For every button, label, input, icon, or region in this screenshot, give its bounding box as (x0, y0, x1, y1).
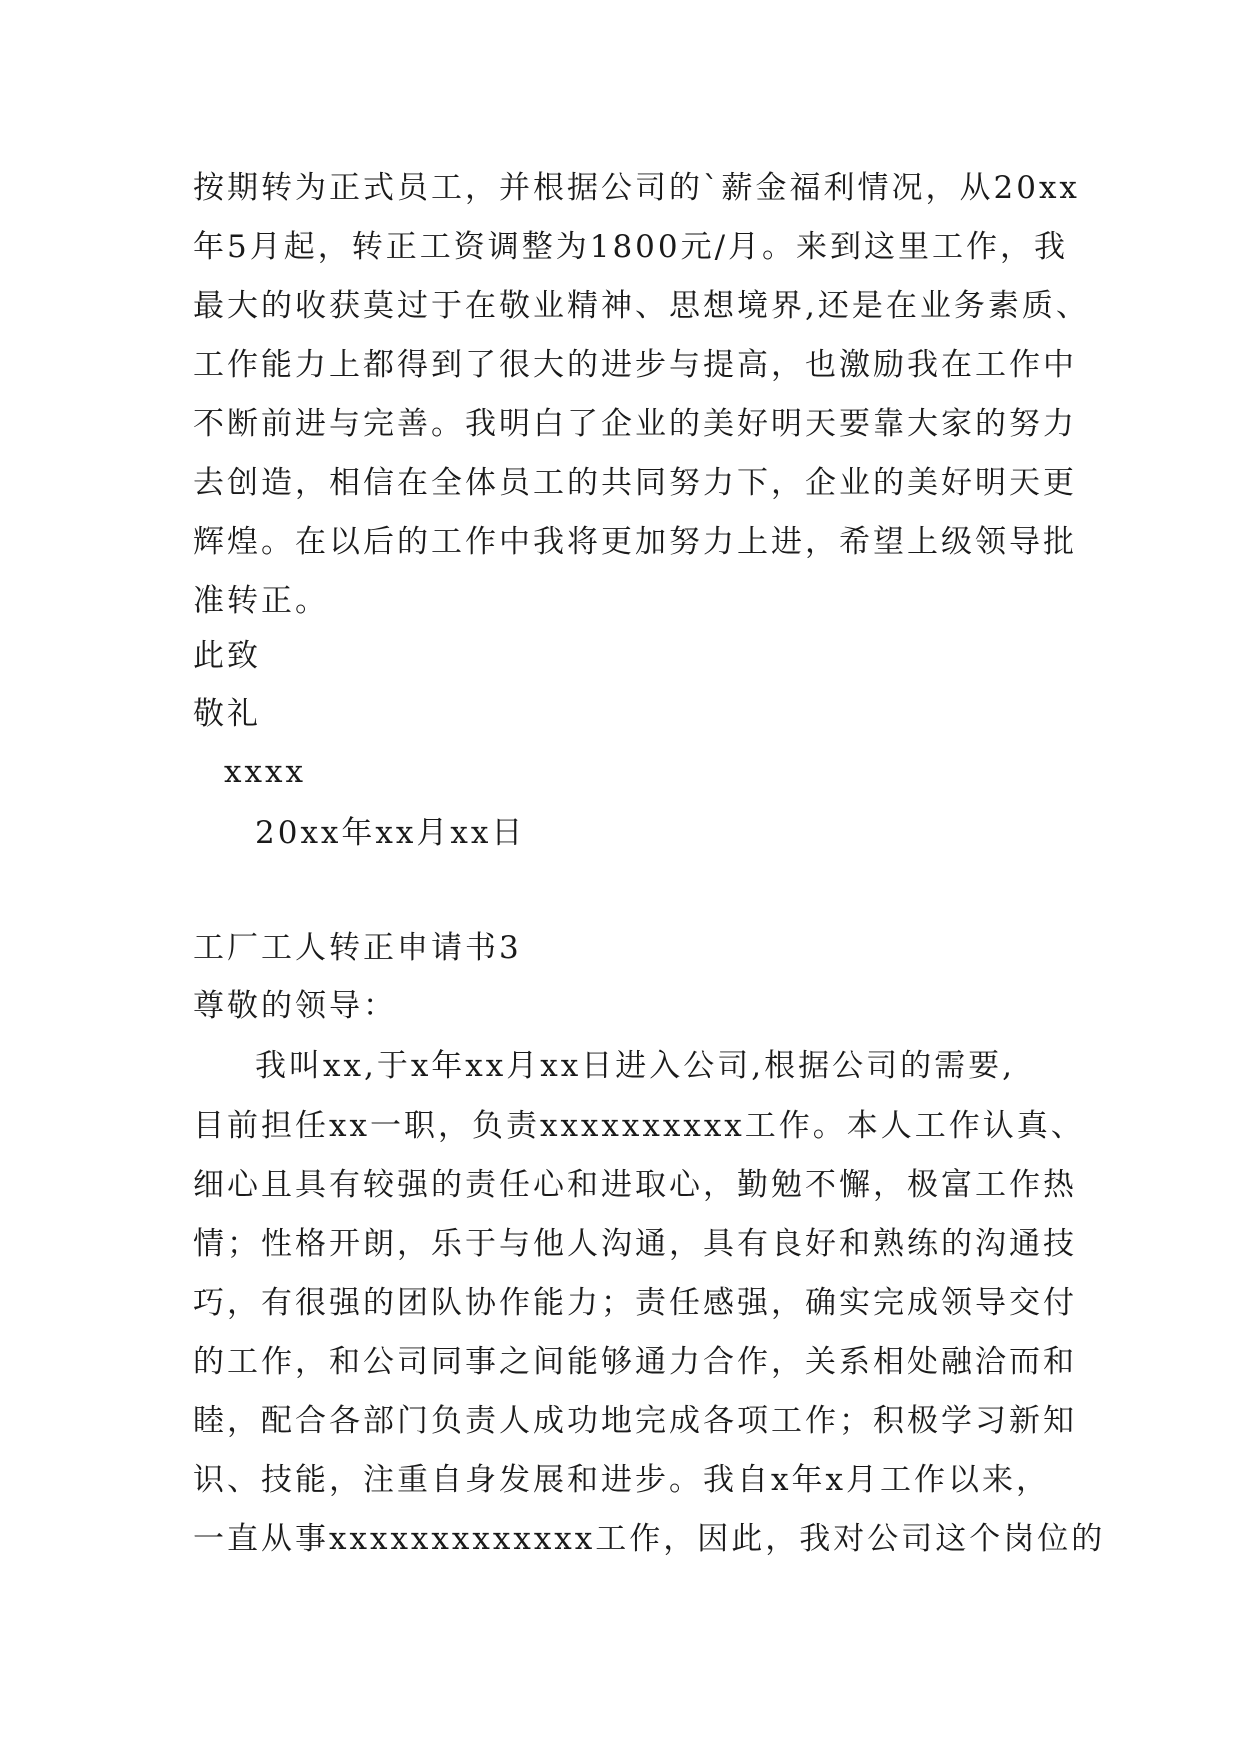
signature-name: xxxx (224, 754, 306, 790)
paragraph-line: 睦，配合各部门负责人成功地完成各项工作；积极学习新知 (193, 1403, 1077, 1439)
paragraph-line: 一直从事xxxxxxxxxxxxx工作，因此，我对公司这个岗位的 (193, 1521, 1106, 1557)
paragraph-line: 情；性格开朗，乐于与他人沟通，具有良好和熟练的沟通技 (193, 1226, 1077, 1262)
paragraph-line: 工作能力上都得到了很大的进步与提高，也激励我在工作中 (193, 347, 1077, 383)
paragraph-line: 识、技能，注重自身发展和进步。我自x年x月工作以来， (193, 1462, 1050, 1498)
paragraph-line: 去创造，相信在全体员工的共同努力下，企业的美好明天更 (193, 465, 1077, 501)
paragraph-line: 的工作，和公司同事之间能够通力合作，关系相处融洽而和 (193, 1344, 1077, 1380)
paragraph-line: 细心且具有较强的责任心和进取心，勤勉不懈，极富工作热 (193, 1167, 1077, 1203)
paragraph-line: 年5月起，转正工资调整为1800元/月。来到这里工作，我 (193, 229, 1069, 265)
paragraph-line: 不断前进与完善。我明白了企业的美好明天要靠大家的努力 (193, 406, 1077, 442)
paragraph-line: 目前担任xx一职，负责xxxxxxxxxx工作。本人工作认真、 (193, 1108, 1085, 1144)
paragraph-line: 最大的收获莫过于在敬业精神、思想境界,还是在业务素质、 (193, 288, 1090, 324)
closing-line: 此致 (193, 638, 261, 674)
signature-date: 20xx年xx月xx日 (255, 815, 526, 851)
section-title: 工厂工人转正申请书3 (193, 930, 522, 966)
paragraph-line: 我叫xx,于x年xx月xx日进入公司,根据公司的需要, (255, 1048, 1015, 1084)
paragraph-line: 准转正。 (193, 583, 329, 619)
salutation-line: 敬礼 (193, 696, 261, 732)
paragraph-line: 按期转为正式员工，并根据公司的`薪金福利情况，从20xx (193, 170, 1080, 206)
greeting-line: 尊敬的领导： (193, 988, 397, 1024)
paragraph-line: 辉煌。在以后的工作中我将更加努力上进，希望上级领导批 (193, 524, 1077, 560)
paragraph-line: 巧，有很强的团队协作能力；责任感强，确实完成领导交付 (193, 1285, 1077, 1321)
